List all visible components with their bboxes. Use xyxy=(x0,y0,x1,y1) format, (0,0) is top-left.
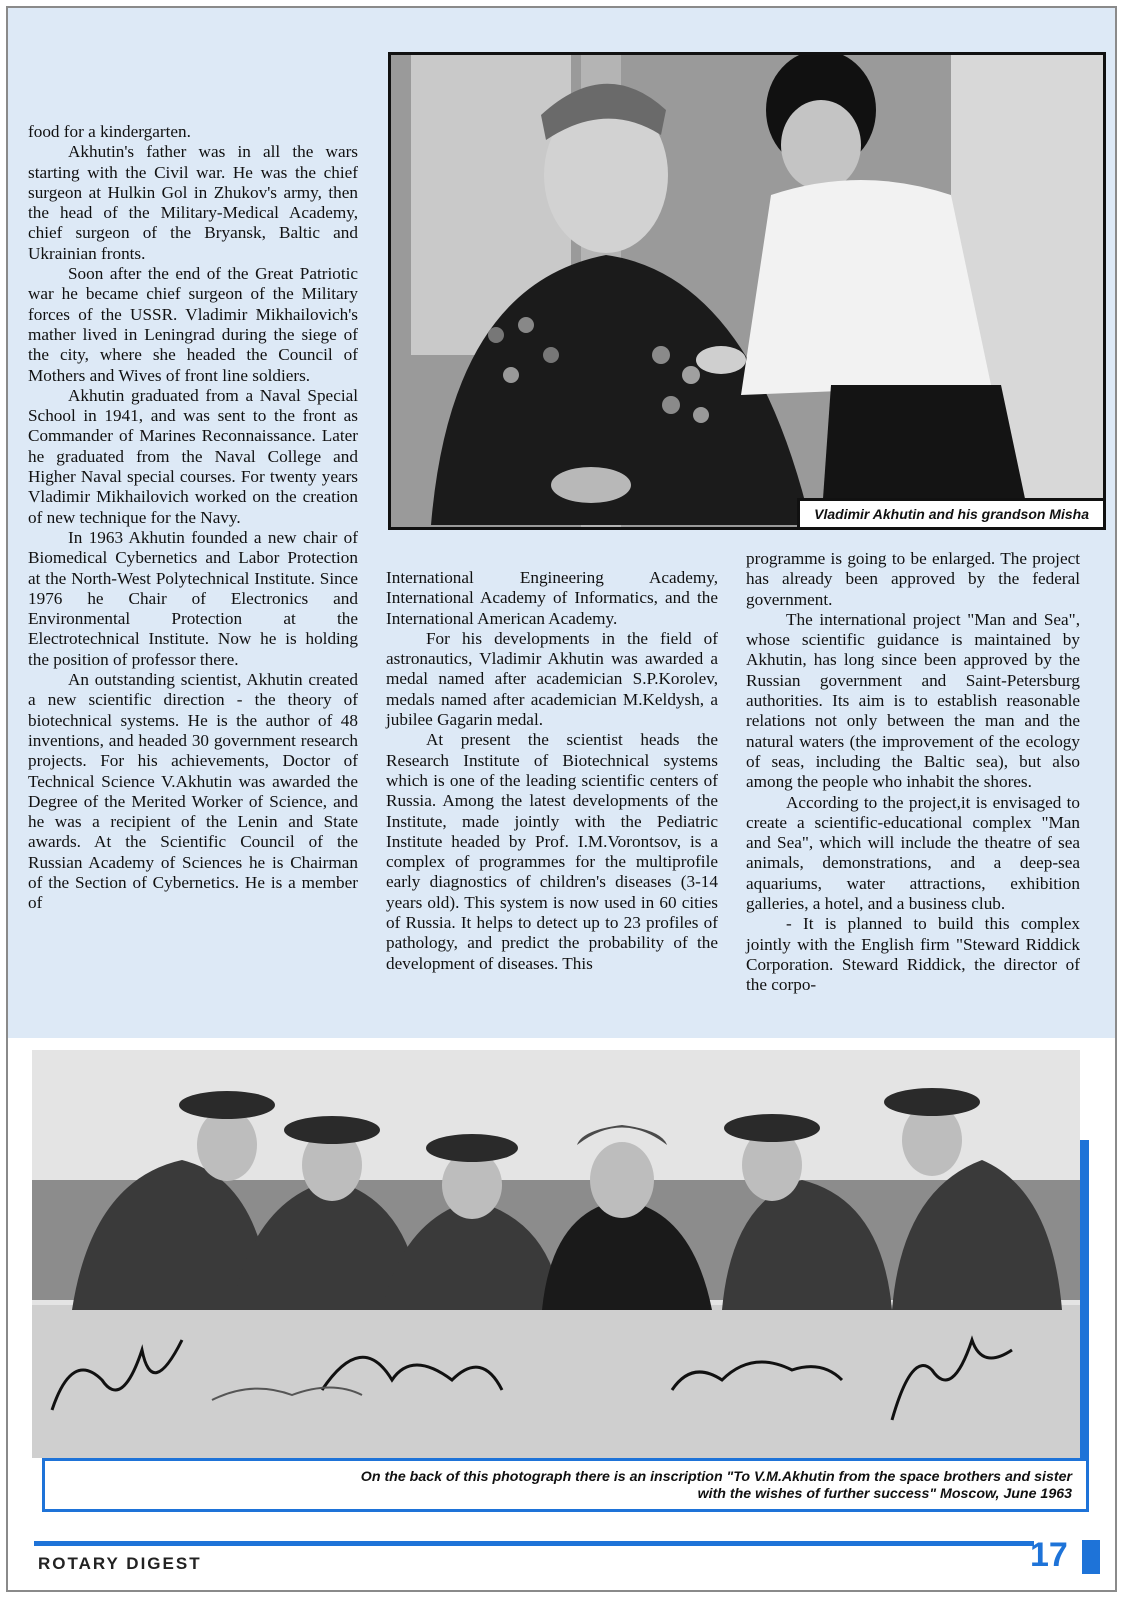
footer-divider xyxy=(34,1541,1034,1546)
article-column-2 xyxy=(386,568,718,974)
photo-caption-bottom-line2: with the wishes of further success" Moscow, June 1963 xyxy=(697,1486,1072,1502)
article-paragraph: International Engineering Academy, International Academy of Informatics, and the International American Academy. xyxy=(386,568,718,628)
photo-akhutin-grandson-image xyxy=(391,55,1103,527)
article-paragraph: Akhutin graduated from a Naval Special School in 1941, and was sent to the front as Commander of Marines Reconnaissance. Later he graduated from the Naval College and Higher Naval special courses. For twenty years Vladimir Mikhailovich worked on the creation of new technique for the Navy. xyxy=(28,385,358,527)
photo-caption-bottom-line1: On the back of this photograph there is an inscription "To V.M.Akhutin from the space brothers and sister xyxy=(360,1469,1072,1485)
article-paragraph: - It is planned to build this complex jointly with the English firm "Steward Riddick Corporation. Steward Riddick, the director of the corpo- xyxy=(746,914,1080,995)
photo-cosmonauts-image xyxy=(32,1050,1080,1458)
publication-title: ROTARY DIGEST xyxy=(38,1554,202,1573)
photo-cosmonauts xyxy=(32,1050,1080,1458)
article-paragraph: food for a kindergarten. xyxy=(28,122,191,141)
article-paragraph: programme is going to be enlarged. The project has already been approved by the federal government. xyxy=(746,549,1080,609)
article-paragraph: For his developments in the field of astronautics, Vladimir Akhutin was awarded a medal named after academician S.P.Korolev, medals named after academician M.Keldysh, a jubilee Gagarin medal. xyxy=(386,628,718,730)
accent-bar-right xyxy=(1080,1140,1089,1512)
photo-caption-top: Vladimir Akhutin and his grandson Misha xyxy=(797,498,1106,530)
article-column-3 xyxy=(746,549,1080,996)
article-paragraph: The international project "Man and Sea", whose scientific guidance is maintained by Akhutin, has long since been approved by the Russian government and Saint-Petersburg authorities. Its aim is to establish reasonable relations not only between the man and the natural waters (the improvement of the ecology of seas, including the Baltic sea), but also among the people who inhabit the shores. xyxy=(746,609,1080,792)
photo-caption-bottom xyxy=(42,1458,1089,1512)
article-paragraph: An outstanding scientist, Akhutin created a new scientific direction - the theory of biotechnical systems. He is the author of 48 inventions, and headed 30 government research projects. For his achievements, Doctor of Technical Science V.Akhutin was awarded the Degree of the Merited Worker of Science, and he was a recipient of the Lenin and State awards. At the Scientific Council of the Russian Academy of Sciences he is Chairman of the Section of Cybernetics. He is a member of xyxy=(28,670,358,913)
article-paragraph: In 1963 Akhutin founded a new chair of Biomedical Cybernetics and Labor Protection at the North-West Polytechnical Institute. Since 1976 he Chair of Electronics and Environmental Protection at the Electrotechnical Institute. Now he is holding the position of professor there. xyxy=(28,527,358,669)
article-paragraph: At present the scientist heads the Research Institute of Biotechnical systems which is one of the leading scientific centers of Russia. Among the latest developments of the Institute, made jointly with the Pediatric Institute headed by Prof. I.M.Vorontsov, is a complex of programmes for the multiprofile early diagnostics of children's diseases (3-14 years old). This system is now used in 60 cities of Russia. It helps to detect up to 23 profiles of pathology, and predict the probability of the development of diseases. This xyxy=(386,730,718,973)
article-paragraph: Soon after the end of the Great Patriotic war he became chief surgeon of the Military forces of the USSR. Vladimir Mikhailovich's mather lived in Leningrad during the siege of the city, where she headed the Council of Mothers and Wives of front line soldiers. xyxy=(28,264,358,385)
article-column-1 xyxy=(28,122,358,914)
photo-akhutin-grandson xyxy=(388,52,1106,530)
article-paragraph: According to the project,it is envisaged to create a scientific-educational complex "Man and Sea", which will include the theatre of sea animals, demonstrations, and a deep-sea aquariums, water attractions, exhibition galleries, a hotel, and a business club. xyxy=(746,792,1080,914)
page-number: 17 xyxy=(1030,1536,1068,1574)
article-paragraph: Akhutin's father was in all the wars starting with the Civil war. He was the chief surgeon at Hulkin Gol in Zhukov's army, then the head of the Military-Medical Academy, chief surgeon of the Bryansk, Baltic and Ukrainian fronts. xyxy=(28,142,358,263)
page-number-block xyxy=(1082,1540,1100,1574)
